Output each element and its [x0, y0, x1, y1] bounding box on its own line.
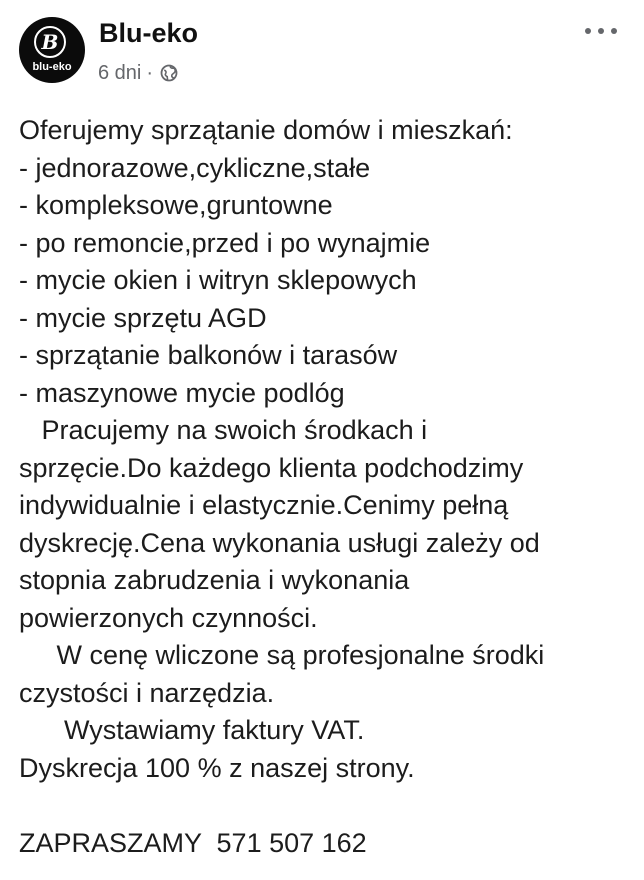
post-text-line: - maszynowe mycie podlóg: [19, 377, 345, 408]
meta-separator: ·: [146, 61, 154, 84]
post-text-line: - kompleksowe,gruntowne: [19, 190, 333, 220]
post-header: [0, 0, 644, 100]
post-text-line: czystości i narzędzia.: [19, 677, 275, 708]
closing-line: ZAPRASZAMY 571 507 162: [19, 827, 367, 858]
post-text-line: - jednorazowe,cykliczne,stałe: [19, 152, 371, 183]
author-name[interactable]: Blu-eko: [99, 18, 199, 48]
post-text-line: - mycie sprzętu AGD: [19, 302, 267, 333]
post-text: [19, 112, 629, 862]
post-text-line: indywidualnie i elastycznie.Cenimy pełną: [19, 490, 509, 520]
more-dot: [598, 28, 604, 34]
more-dot: [585, 28, 591, 34]
post-time[interactable]: 6 dni: [98, 61, 142, 84]
post-text-line: stopnia zabrudzenia i wykonania: [19, 565, 410, 595]
post-meta: [98, 58, 178, 88]
post-text-line: - po remoncie,przed i po wynajmie: [19, 227, 431, 258]
post-text-line: sprzęcie.Do każdego klienta podchodzimy: [19, 452, 524, 483]
post-text-line: - sprzątanie balkonów i tarasów: [19, 340, 398, 370]
more-dot: [611, 28, 617, 34]
post-text-line: - mycie okien i witryn sklepowych: [19, 265, 417, 295]
post-text-line: dyskrecję.Cena wykonania usługi zależy od: [19, 527, 540, 558]
logo-letter: B: [34, 26, 66, 58]
logo-wordmark: blu-eko: [32, 61, 72, 73]
post-text-line: Pracujemy na swoich środkach i: [19, 415, 428, 445]
post-text-line: W cenę wliczone są profesjonalne środki: [19, 640, 545, 670]
post-text-line: Dyskrecja 100 % z naszej strony.: [19, 752, 415, 783]
avatar[interactable]: [19, 17, 85, 83]
post-text-line: Oferujemy sprzątanie domów i mieszkań:: [19, 115, 513, 145]
globe-icon[interactable]: [160, 64, 178, 82]
post-text-line: Wystawiamy faktury VAT.: [19, 715, 365, 745]
post-text-line: powierzonych czynności.: [19, 602, 318, 633]
blank-line: [19, 787, 629, 825]
more-options-icon[interactable]: [585, 20, 617, 42]
